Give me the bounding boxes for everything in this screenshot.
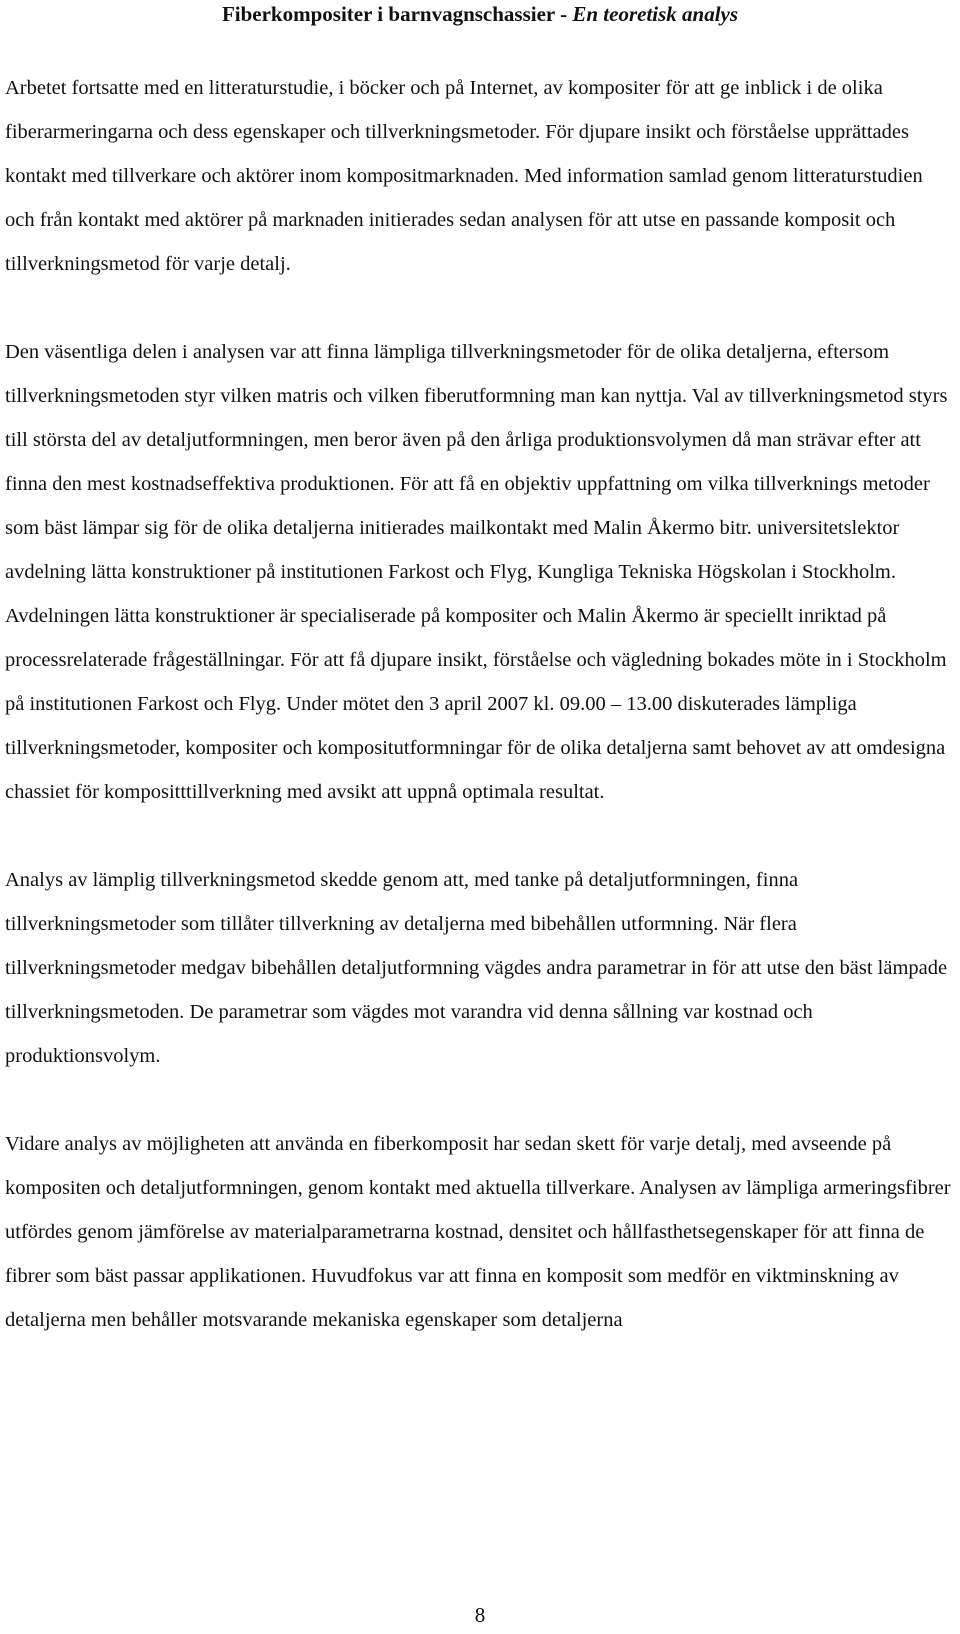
paragraph-4: Vidare analys av möjligheten att använda en fiberkomposit har sedan skett för varje detalj, med avseende på kompositen och detaljutformningen, genom kontakt med aktuella tillverkare. Analysen av lämpliga armeringsfibrer utfördes genom jämförelse av materialparametrarna kostnad, densitet och hållfasthetsegenskaper för att finna de fibrer som bäst passar applikationen. Huvudfokus var att finna en komposit som medför en viktminskning av detaljerna men behåller motsvarande mekaniska egenskaper som detaljerna [5,1133,951,1331]
running-header [0,0,960,28]
paragraph-3: Analys av lämplig tillverkningsmetod skedde genom att, med tanke på detaljutformningen, finna tillverkningsmetoder som tillåter tillverkning av detaljerna med bibehållen utformning. När flera tillverkningsmetoder medgav bibehållen detaljutformning vägdes andra parametrar in för att utse den bäst lämpade tillverkningsmetoden. De parametrar som vägdes mot varandra vid denna sållning var kostnad och produktionsvolym. [5,869,948,1067]
body-text [5,66,953,1342]
paragraph-2: Den väsentliga delen i analysen var att finna lämpliga tillverkningsmetoder för de olika detaljerna, eftersom tillverkningsmetoden styr vilken matris och vilken fiberutformning man kan nyttja. Val av tillverkningsmetod styrs till största del av detaljutformningen, men beror även på den årliga produktionsvolymen då man strävar efter att finna den mest kostnadseffektiva produktionen. För att få en objektiv uppfattning om vilka tillverknings metoder som bäst lämpar sig för de olika detaljerna initierades mailkontakt med Malin Åkermo bitr. universitetslektor avdelning lätta konstruktioner på institutionen Farkost och Flyg, Kungliga Tekniska Högskolan i Stockholm. Avdelningen lätta konstruktioner är specialiserade på kompositer och Malin Åkermo är speciellt inriktad på processrelaterade frågeställningar. För att få djupare insikt, förståelse och vägledning bokades möte in i Stockholm på institutionen Farkost och Flyg. Under mötet den 3 april 2007 kl. 09.00 – 13.00 diskuterades lämpliga tillverkningsmetoder, kompositer och kompositutformningar för de olika detaljerna samt behovet av att omdesigna chassiet för kompositttillverkning med avsikt att uppnå optimala resultat. [5,341,948,803]
paragraph-1: Arbetet fortsatte med en litteraturstudie, i böcker och på Internet, av kompositer för att ge inblick i de olika fiberarmeringarna och dess egenskaper och tillverkningsmetoder. För djupare insikt och förståelse upprättades kontakt med tillverkare och aktörer inom kompositmarknaden. Med information samlad genom litteraturstudien och från kontakt med aktörer på marknaden initierades sedan analysen för att utse en passande komposit och tillverkningsmetod för varje detalj. [5,77,923,275]
header-subtitle: En teoretisk analys [572,2,739,26]
page-number: 8 [474,1603,486,1627]
header-title: Fiberkompositer i barnvagnschassier - [221,2,568,26]
